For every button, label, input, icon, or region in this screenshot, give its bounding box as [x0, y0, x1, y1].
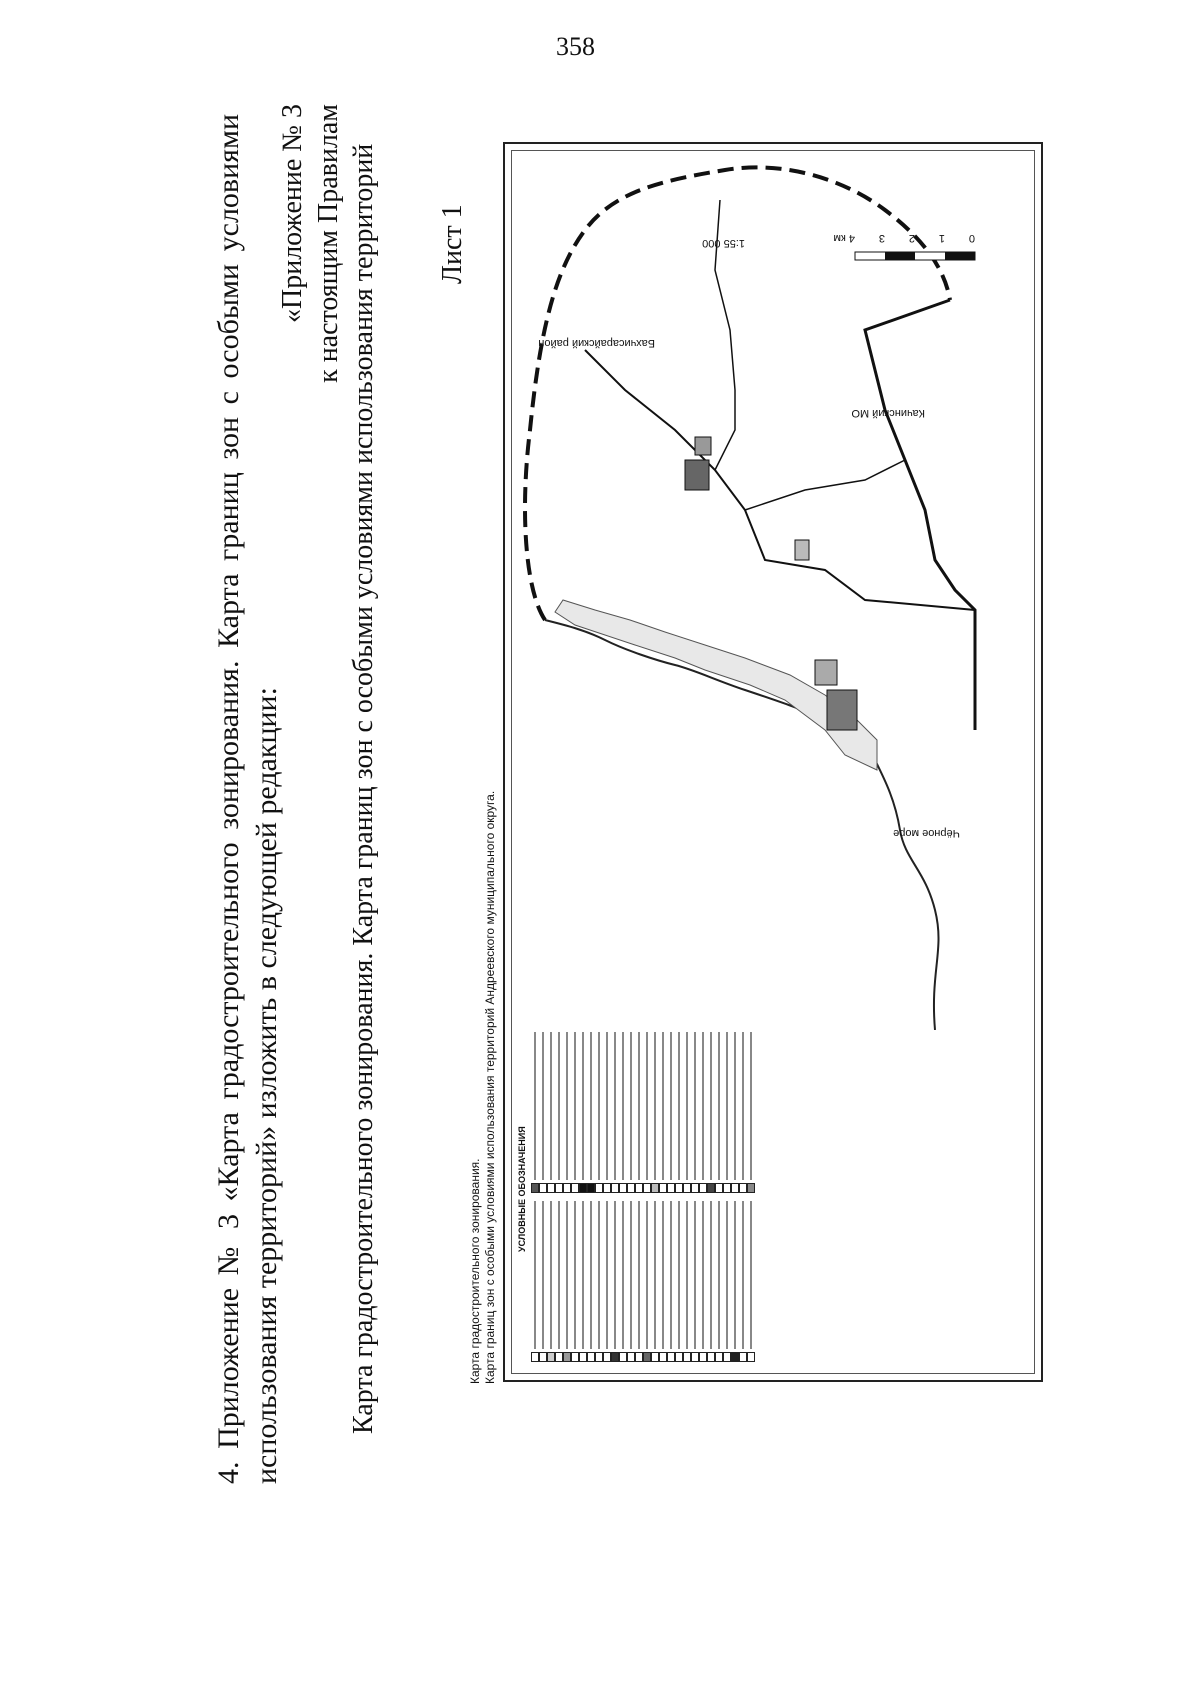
legend-item — [739, 1201, 747, 1362]
label-kacha: Качинский МО — [851, 407, 925, 419]
legend-text-placeholder — [702, 1032, 704, 1180]
legend-item — [635, 1032, 643, 1193]
legend-item — [731, 1201, 739, 1362]
legend-swatch — [651, 1183, 659, 1193]
zoning-map — [503, 142, 1043, 1382]
legend-swatch — [747, 1352, 755, 1362]
map-legend — [517, 1032, 1017, 1362]
legend-swatch — [675, 1352, 683, 1362]
legend-text-placeholder — [742, 1201, 744, 1349]
legend-text-placeholder — [590, 1032, 592, 1180]
legend-text-placeholder — [686, 1201, 688, 1349]
legend-text-placeholder — [574, 1201, 576, 1349]
legend-text-placeholder — [686, 1032, 688, 1180]
appendix-line-2: к настоящим Правилам — [313, 104, 344, 383]
legend-swatch — [627, 1352, 635, 1362]
map-caption-line-2: Карта границ зон с особыми условиями использования территорий Андреевского муниципального округа. — [483, 790, 497, 1384]
legend-item — [659, 1201, 667, 1362]
legend-swatch — [675, 1183, 683, 1193]
settlement-block-5 — [795, 540, 809, 560]
legend-item — [747, 1032, 755, 1193]
legend-text-placeholder — [670, 1201, 672, 1349]
legend-swatch — [555, 1352, 563, 1362]
legend-item — [707, 1032, 715, 1193]
legend-text-placeholder — [574, 1032, 576, 1180]
municipal-boundary-dashed — [525, 167, 950, 620]
legend-swatch — [595, 1183, 603, 1193]
legend-text-placeholder — [742, 1032, 744, 1180]
legend-swatch — [539, 1183, 547, 1193]
legend-text-placeholder — [582, 1201, 584, 1349]
legend-swatch — [603, 1352, 611, 1362]
legend-swatch — [547, 1183, 555, 1193]
legend-swatch — [603, 1183, 611, 1193]
legend-swatch — [611, 1352, 619, 1362]
map-caption-line-1: Карта градостроительного зонирования. — [468, 1158, 482, 1384]
legend-text-placeholder — [558, 1032, 560, 1180]
legend-text-placeholder — [550, 1201, 552, 1349]
scale-tick-4: 4 км — [833, 232, 855, 244]
legend-swatch — [723, 1352, 731, 1362]
scale-tick-0: 0 — [968, 232, 975, 244]
legend-item — [611, 1201, 619, 1362]
legend-text-placeholder — [566, 1032, 568, 1180]
district-boundary-1 — [865, 300, 975, 730]
legend-item — [731, 1032, 739, 1193]
legend-item — [627, 1201, 635, 1362]
legend-item — [635, 1201, 643, 1362]
legend-item — [595, 1032, 603, 1193]
legend-swatch — [667, 1183, 675, 1193]
amendment-paragraph: 4. Приложение № 3 «Карта градостроительного зонирования. Карта границ зон с особыми условиями использования территорий» изложить в следующей редакции: — [212, 114, 283, 1484]
legend-text-placeholder — [630, 1201, 632, 1349]
legend-swatch — [659, 1183, 667, 1193]
legend-text-placeholder — [710, 1201, 712, 1349]
legend-swatch — [739, 1352, 747, 1362]
legend-swatch — [723, 1183, 731, 1193]
legend-swatch — [619, 1352, 627, 1362]
legend-swatch — [619, 1183, 627, 1193]
legend-text-placeholder — [542, 1201, 544, 1349]
legend-swatch — [715, 1352, 723, 1362]
scale-tick-3: 3 — [878, 232, 885, 244]
legend-item — [547, 1201, 555, 1362]
legend-item — [691, 1032, 699, 1193]
legend-text-placeholder — [622, 1201, 624, 1349]
legend-swatch — [667, 1352, 675, 1362]
legend-item — [587, 1201, 595, 1362]
legend-text-placeholder — [534, 1201, 536, 1349]
legend-text-placeholder — [646, 1032, 648, 1180]
legend-swatch — [579, 1352, 587, 1362]
legend-item — [691, 1201, 699, 1362]
legend-swatch — [699, 1183, 707, 1193]
legend-swatch — [683, 1183, 691, 1193]
legend-item — [627, 1032, 635, 1193]
legend-text-placeholder — [582, 1032, 584, 1180]
legend-swatch — [651, 1352, 659, 1362]
legend-text-placeholder — [662, 1201, 664, 1349]
legend-swatch — [563, 1183, 571, 1193]
legend-text-placeholder — [750, 1201, 752, 1349]
legend-text-placeholder — [630, 1032, 632, 1180]
legend-item — [659, 1032, 667, 1193]
map-caption — [468, 791, 498, 1384]
legend-swatch — [531, 1183, 539, 1193]
legend-item — [555, 1201, 563, 1362]
legend-swatch — [643, 1352, 651, 1362]
legend-heading: УСЛОВНЫЕ ОБОЗНАЧЕНИЯ — [517, 1126, 527, 1252]
legend-item — [651, 1032, 659, 1193]
district-boundary-2 — [585, 350, 975, 610]
legend-item — [675, 1201, 683, 1362]
legend-text-placeholder — [654, 1032, 656, 1180]
sheet-label: Лист 1 — [437, 204, 468, 284]
legend-text-placeholder — [646, 1201, 648, 1349]
district-boundary-4 — [745, 460, 905, 510]
legend-item — [579, 1032, 587, 1193]
legend-item — [651, 1201, 659, 1362]
legend-text-placeholder — [534, 1032, 536, 1180]
legend-item — [531, 1201, 539, 1362]
legend-swatch — [555, 1183, 563, 1193]
legend-swatch — [707, 1352, 715, 1362]
legend-text-placeholder — [606, 1032, 608, 1180]
settlement-block-3 — [685, 460, 709, 490]
legend-item — [547, 1032, 555, 1193]
legend-swatch — [571, 1352, 579, 1362]
legend-swatch — [659, 1352, 667, 1362]
legend-swatch — [699, 1352, 707, 1362]
legend-item — [579, 1201, 587, 1362]
legend-swatch — [531, 1352, 539, 1362]
legend-text-placeholder — [622, 1032, 624, 1180]
legend-text-placeholder — [542, 1032, 544, 1180]
legend-item — [723, 1032, 731, 1193]
legend-item — [739, 1032, 747, 1193]
legend-swatch — [539, 1352, 547, 1362]
legend-item — [667, 1032, 675, 1193]
legend-text-placeholder — [614, 1201, 616, 1349]
legend-item — [595, 1201, 603, 1362]
legend-list — [531, 1032, 1011, 1362]
legend-text-placeholder — [638, 1032, 640, 1180]
legend-item — [563, 1201, 571, 1362]
legend-text-placeholder — [726, 1201, 728, 1349]
legend-item — [587, 1032, 595, 1193]
legend-swatch — [715, 1183, 723, 1193]
legend-swatch — [691, 1183, 699, 1193]
legend-text-placeholder — [734, 1032, 736, 1180]
legend-text-placeholder — [718, 1032, 720, 1180]
legend-swatch — [579, 1183, 587, 1193]
label-scale: 1:55 000 — [702, 237, 745, 249]
legend-item — [675, 1032, 683, 1193]
settlement-block-2 — [815, 660, 837, 685]
map-drawing — [505, 150, 1035, 1030]
scale-tick-1: 1 — [938, 232, 945, 244]
legend-item — [603, 1201, 611, 1362]
legend-item — [643, 1201, 651, 1362]
legend-item — [643, 1032, 651, 1193]
label-black-sea: Чёрное море — [893, 827, 960, 839]
legend-text-placeholder — [678, 1032, 680, 1180]
legend-item — [715, 1201, 723, 1362]
legend-swatch — [547, 1352, 555, 1362]
legend-swatch — [635, 1183, 643, 1193]
legend-swatch — [611, 1183, 619, 1193]
legend-text-placeholder — [670, 1032, 672, 1180]
page-number: 358 — [556, 32, 595, 61]
legend-text-placeholder — [702, 1201, 704, 1349]
legend-text-placeholder — [726, 1032, 728, 1180]
legend-item — [571, 1032, 579, 1193]
legend-swatch — [643, 1183, 651, 1193]
legend-item — [531, 1032, 539, 1193]
legend-text-placeholder — [710, 1032, 712, 1180]
scale-tick-2: 2 — [908, 232, 915, 244]
legend-swatch — [587, 1352, 595, 1362]
legend-text-placeholder — [750, 1032, 752, 1180]
map-title: Карта градостроительного зонирования. Карта границ зон с особыми условиями использования территорий — [348, 143, 379, 1434]
legend-swatch — [635, 1352, 643, 1362]
legend-swatch — [627, 1183, 635, 1193]
legend-swatch — [731, 1183, 739, 1193]
legend-swatch — [563, 1352, 571, 1362]
legend-text-placeholder — [734, 1201, 736, 1349]
legend-text-placeholder — [662, 1032, 664, 1180]
legend-text-placeholder — [694, 1032, 696, 1180]
legend-item — [539, 1032, 547, 1193]
legend-text-placeholder — [606, 1201, 608, 1349]
legend-item — [715, 1032, 723, 1193]
scale-bar — [855, 252, 975, 260]
legend-item — [699, 1032, 707, 1193]
legend-item — [539, 1201, 547, 1362]
legend-text-placeholder — [638, 1201, 640, 1349]
legend-item — [571, 1201, 579, 1362]
legend-text-placeholder — [598, 1201, 600, 1349]
legend-item — [563, 1032, 571, 1193]
legend-item — [619, 1032, 627, 1193]
legend-text-placeholder — [654, 1201, 656, 1349]
settlement-block-1 — [827, 690, 857, 730]
legend-item — [683, 1201, 691, 1362]
legend-item — [603, 1032, 611, 1193]
legend-text-placeholder — [558, 1201, 560, 1349]
appendix-reference — [275, 104, 347, 434]
legend-text-placeholder — [614, 1032, 616, 1180]
legend-swatch — [731, 1352, 739, 1362]
legend-text-placeholder — [718, 1201, 720, 1349]
legend-item — [699, 1201, 707, 1362]
legend-item — [683, 1032, 691, 1193]
legend-text-placeholder — [550, 1032, 552, 1180]
legend-item — [667, 1201, 675, 1362]
legend-item — [723, 1201, 731, 1362]
legend-swatch — [691, 1352, 699, 1362]
legend-item — [555, 1032, 563, 1193]
legend-swatch — [739, 1183, 747, 1193]
legend-text-placeholder — [678, 1201, 680, 1349]
legend-swatch — [587, 1183, 595, 1193]
legend-text-placeholder — [598, 1032, 600, 1180]
legend-item — [611, 1032, 619, 1193]
legend-swatch — [595, 1352, 603, 1362]
legend-text-placeholder — [590, 1201, 592, 1349]
legend-swatch — [683, 1352, 691, 1362]
legend-swatch — [571, 1183, 579, 1193]
appendix-line-1: «Приложение № 3 — [277, 104, 308, 323]
legend-swatch — [747, 1183, 755, 1193]
settlement-block-4 — [695, 437, 711, 455]
legend-item — [707, 1201, 715, 1362]
legend-swatch — [707, 1183, 715, 1193]
legend-item — [747, 1201, 755, 1362]
legend-text-placeholder — [694, 1201, 696, 1349]
legend-text-placeholder — [566, 1201, 568, 1349]
legend-item — [619, 1201, 627, 1362]
label-bakhchisaray: Бахчисарайский район — [538, 337, 655, 349]
